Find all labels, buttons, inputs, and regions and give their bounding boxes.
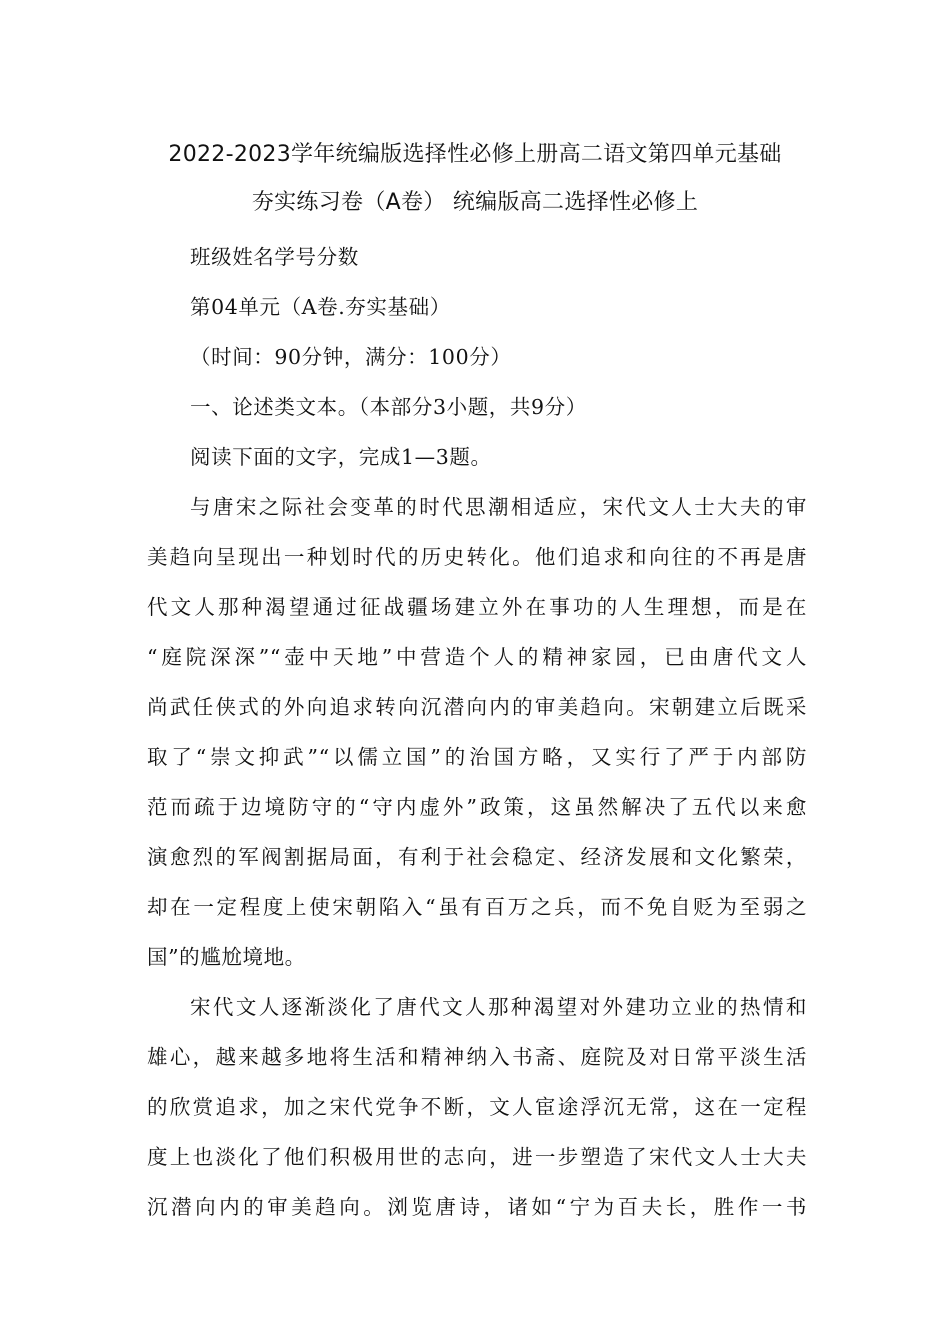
paragraph-line: 尚武任侠式的外向追求转向沉潜向内的审美趋向。宋朝建立后既采 (147, 695, 807, 719)
paragraph-line: 国”的尴尬境地。 (147, 945, 306, 969)
paragraph-line: 雄心，越来越多地将生活和精神纳入书斋、庭院及对日常平淡生活 (147, 1045, 807, 1069)
paragraph-line: 取了“崇文抑武”“以儒立国”的治国方略，又实行了严于内部防 (147, 745, 807, 769)
paragraph-line: 美趋向呈现出一种划时代的历史转化。他们追求和向往的不再是唐 (147, 545, 807, 569)
paragraph-line: 却在一定程度上使宋朝陷入“虽有百万之兵，而不免自贬为至弱之 (147, 895, 807, 919)
class-name-score-line: 班级姓名学号分数 (190, 245, 359, 269)
paragraph-line: “庭院深深”“壶中天地”中营造个人的精神家园，已由唐代文人 (147, 645, 807, 669)
paragraph-line: 度上也淡化了他们积极用世的志向，进一步塑造了宋代文人士大夫 (147, 1145, 807, 1169)
paragraph-line: 的欣赏追求，加之宋代党争不断，文人宦途浮沉无常，这在一定程 (147, 1095, 807, 1119)
paragraph-line: 演愈烈的军阀割据局面，有利于社会稳定、经济发展和文化繁荣， (147, 845, 807, 869)
time-score-line: （时间：90分钟，满分：100分） (190, 345, 512, 369)
document-title-line-2: 夯实练习卷（A卷） 统编版高二选择性必修上 (251, 190, 699, 215)
document-title-line-1: 2022-2023学年统编版选择性必修上册高二语文第四单元基础 (168, 142, 782, 167)
paragraph-line: 宋代文人逐渐淡化了唐代文人那种渴望对外建功立业的热情和 (190, 995, 807, 1019)
paragraph-line: 范而疏于边境防守的“守内虚外”政策，这虽然解决了五代以来愈 (147, 795, 807, 819)
reading-instruction: 阅读下面的文字，完成1—3题。 (190, 445, 492, 469)
unit-line: 第04单元（A卷.夯实基础） (190, 295, 451, 319)
paragraph-line: 沉潜向内的审美趋向。浏览唐诗，诸如“宁为百夫长，胜作一书 (147, 1195, 807, 1219)
paragraph-line: 代文人那种渴望通过征战疆场建立外在事功的人生理想，而是在 (147, 595, 807, 619)
section-heading: 一、论述类文本。（本部分3小题，共9分） (190, 395, 587, 419)
paragraph-line: 与唐宋之际社会变革的时代思潮相适应，宋代文人士大夫的审 (190, 495, 807, 519)
